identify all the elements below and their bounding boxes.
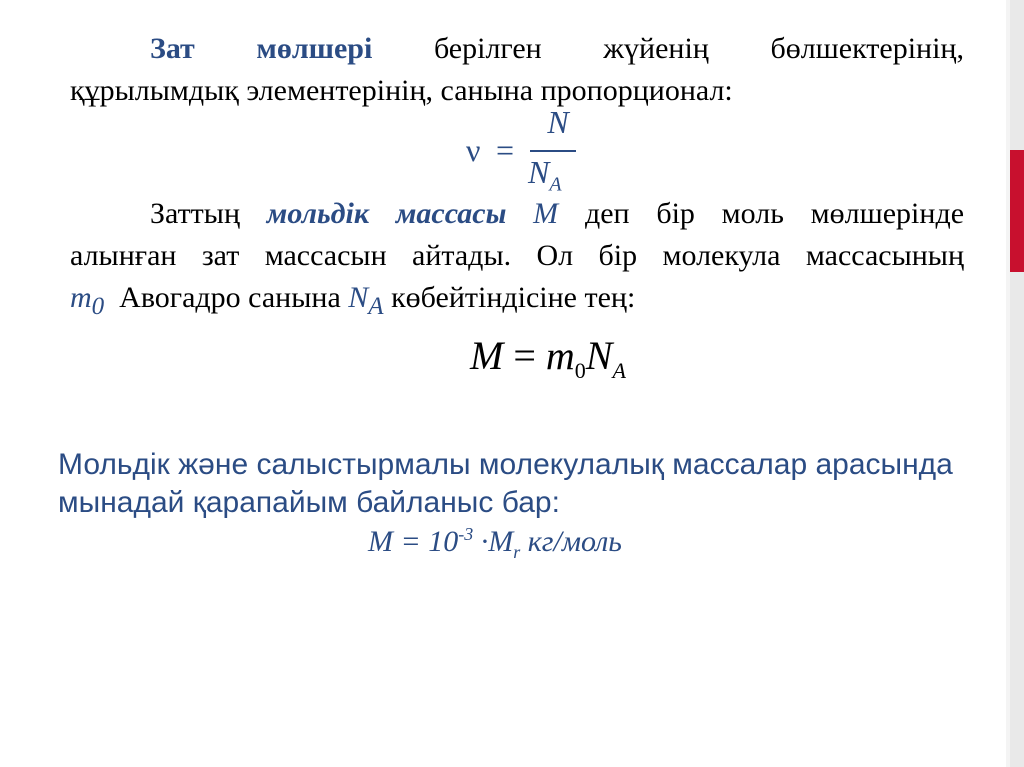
equals-sign: = xyxy=(496,132,515,168)
fraction-bar xyxy=(530,150,576,152)
p3-line2: мынадай қарапайым байланыс бар: xyxy=(58,486,560,519)
symbol-m0: $m_0$ xyxy=(70,281,105,320)
p2-line3: $m_0$ Авогадро санына $N_A$ көбейтіндісіне тең: xyxy=(70,281,636,320)
formula-nu xyxy=(466,104,606,198)
p2-line1: Заттың мольдік массасы M деп бір моль мөлшерінде xyxy=(150,197,965,230)
p1-line1 xyxy=(70,28,964,70)
paragraph-molar-mass xyxy=(70,193,964,328)
term-amount-of-substance: Зат мөлшері xyxy=(150,32,373,65)
symbol-na: $N_A$ xyxy=(348,281,384,320)
nu-symbol: ν xyxy=(466,132,481,168)
p1-line2: құрылымдық элементерінің, санына пропорционал: xyxy=(70,74,733,107)
p3-line1: Мольдік және салыстырмалы молекулалық массалар арасында xyxy=(58,448,953,481)
paragraph-relation xyxy=(58,446,978,522)
formula-relation: $M = 10^{-3} \cdot M_r$ кг/моль xyxy=(368,524,622,562)
denominator-na: $N_A$ xyxy=(528,154,562,196)
term-molar-mass: мольдік массасы xyxy=(266,197,507,230)
p1-text1: берілген жүйенің бөлшектерінің, xyxy=(433,32,964,65)
p2-line2: алынған зат массасын айтады. Ол бір молекула массасының xyxy=(70,239,964,272)
paragraph-amount-of-substance xyxy=(70,28,964,112)
symbol-m: M xyxy=(533,197,559,230)
red-accent-bar xyxy=(1010,150,1024,272)
right-frame xyxy=(1010,0,1024,767)
numerator-n: N xyxy=(547,104,569,140)
formula-molar-mass: $M = m_0N_A$ xyxy=(470,333,626,383)
